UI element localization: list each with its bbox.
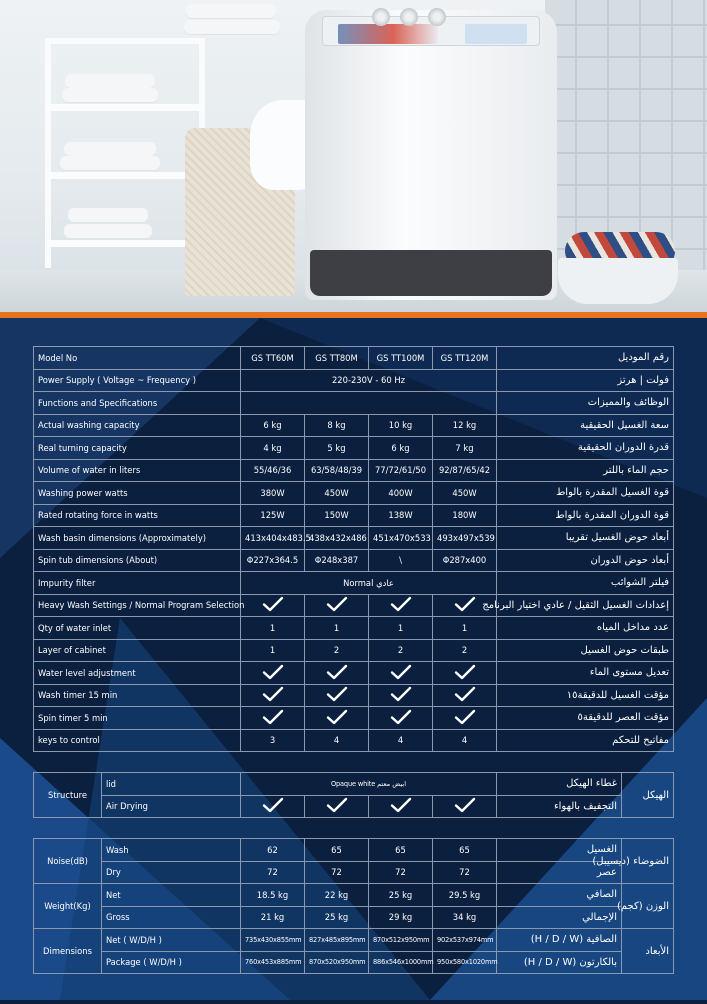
row-label-ar: الإجمالي bbox=[497, 906, 622, 929]
check-icon bbox=[454, 664, 476, 680]
value-cell: 6 kg bbox=[241, 414, 305, 437]
measure-row bbox=[34, 906, 674, 929]
value-cell: 5 kg bbox=[305, 437, 369, 460]
towel bbox=[186, 4, 276, 18]
check-icon bbox=[326, 709, 348, 725]
value-cell: 150W bbox=[305, 504, 369, 527]
shelf-board bbox=[45, 240, 205, 247]
structure-table bbox=[33, 772, 674, 818]
knob-icon bbox=[428, 8, 446, 26]
laundry-bowl bbox=[558, 258, 678, 304]
row-label-ar: مؤقت الغسيل للدقيقة١٥ bbox=[497, 684, 674, 707]
value-cell: 63/58/48/39 bbox=[305, 459, 369, 482]
row-label-ar: التجفيف بالهواء bbox=[497, 795, 622, 818]
value-cell: 4 kg bbox=[241, 437, 305, 460]
value-cell: 413x404x483.5 bbox=[241, 527, 305, 550]
check-cell bbox=[241, 707, 305, 730]
value-cell: 8 kg bbox=[305, 414, 369, 437]
row-label-ar: بالكارتون (H / D / W) bbox=[497, 951, 622, 974]
value-cell: 2 bbox=[433, 639, 497, 662]
row-label-en: Net bbox=[102, 884, 241, 907]
value-cell: 1 bbox=[369, 617, 433, 640]
value-cell: 450W bbox=[305, 482, 369, 505]
check-cell bbox=[369, 594, 433, 617]
row-label-en: Volume of water in liters bbox=[34, 459, 241, 482]
value-cell: 450W bbox=[433, 482, 497, 505]
check-cell bbox=[305, 707, 369, 730]
value-cell: 380W bbox=[241, 482, 305, 505]
product-photo bbox=[0, 0, 707, 312]
value-cell: 65 bbox=[433, 839, 497, 862]
row-label-ar: عصر bbox=[497, 861, 622, 884]
row-label-ar: إعدادات الغسيل الثقيل / عادي اختيار البرنامج bbox=[497, 594, 674, 617]
value-cell: 2 bbox=[305, 639, 369, 662]
check-cell bbox=[369, 707, 433, 730]
row-label-en: Rated rotating force in watts bbox=[34, 504, 241, 527]
value-span-cell: 220-230V - 60 Hz bbox=[241, 369, 497, 392]
row-label-en: Gross bbox=[102, 906, 241, 929]
group-label-ar: الأبعاد bbox=[622, 929, 674, 974]
row-label-en: Package ( W/D/H ) bbox=[102, 951, 241, 974]
value-cell: Φ248x387 bbox=[305, 549, 369, 572]
row-label-en: Functions and Specifications bbox=[34, 392, 241, 415]
knob-icon bbox=[372, 8, 390, 26]
row-label-ar: الغسيل bbox=[497, 839, 622, 862]
spec-row bbox=[34, 347, 674, 370]
group-label-ar: الضوضاء (ديسيبل) bbox=[622, 839, 674, 884]
row-label-en: Wash timer 15 min bbox=[34, 684, 241, 707]
check-icon bbox=[326, 596, 348, 612]
spec-row bbox=[34, 369, 674, 392]
knob-icon bbox=[400, 8, 418, 26]
check-cell bbox=[369, 684, 433, 707]
spec-table bbox=[33, 346, 674, 752]
value-cell: 29 kg bbox=[369, 906, 433, 929]
value-cell: 870x512x950mm bbox=[369, 929, 433, 952]
row-label-en: Net ( W/D/H ) bbox=[102, 929, 241, 952]
measure-row bbox=[34, 839, 674, 862]
spec-row bbox=[34, 662, 674, 685]
check-icon bbox=[262, 664, 284, 680]
value-cell: 6 kg bbox=[369, 437, 433, 460]
group-label-en: Weight(Kg) bbox=[34, 884, 102, 929]
check-icon bbox=[390, 664, 412, 680]
row-label-en: Wash bbox=[102, 839, 241, 862]
row-label-ar: فولت | هرتز bbox=[497, 369, 674, 392]
check-icon bbox=[454, 709, 476, 725]
check-icon bbox=[262, 709, 284, 725]
check-cell bbox=[433, 684, 497, 707]
row-label-ar: أبعاد حوض الغسيل تقريبا bbox=[497, 527, 674, 550]
value-cell: 827x485x895mm bbox=[305, 929, 369, 952]
row-label-en: lid bbox=[102, 773, 241, 796]
value-cell: 886x546x1000mm bbox=[369, 951, 433, 974]
value-cell: 4 bbox=[369, 729, 433, 752]
row-label-ar: غطاء الهيكل bbox=[497, 773, 622, 796]
group-label-en: Dimensions bbox=[34, 929, 102, 974]
spec-row bbox=[34, 392, 674, 415]
value-cell: 25 kg bbox=[369, 884, 433, 907]
value-cell: 72 bbox=[369, 861, 433, 884]
value-cell: 55/46/36 bbox=[241, 459, 305, 482]
check-icon bbox=[390, 596, 412, 612]
value-cell: GS TT60M bbox=[241, 347, 305, 370]
value-cell: 29.5 kg bbox=[433, 884, 497, 907]
row-label-en: Real turning capacity bbox=[34, 437, 241, 460]
measure-row bbox=[34, 929, 674, 952]
value-cell: 77/72/61/50 bbox=[369, 459, 433, 482]
value-cell: 950x580x1020mm bbox=[433, 951, 497, 974]
spec-row bbox=[34, 504, 674, 527]
spec-row bbox=[34, 437, 674, 460]
value-cell: 18.5 kg bbox=[241, 884, 305, 907]
spec-row bbox=[34, 684, 674, 707]
spec-row bbox=[34, 639, 674, 662]
value-cell: 3 bbox=[241, 729, 305, 752]
value-cell: 22 kg bbox=[305, 884, 369, 907]
value-cell: 870x520x950mm bbox=[305, 951, 369, 974]
value-cell: Φ227x364.5 bbox=[241, 549, 305, 572]
check-icon bbox=[454, 686, 476, 702]
structure-group-label-ar: الهيكل bbox=[622, 773, 674, 818]
row-label-ar: الصافي bbox=[497, 884, 622, 907]
spec-row bbox=[34, 572, 674, 595]
value-cell: 902x537x974mm bbox=[433, 929, 497, 952]
measure-row bbox=[34, 884, 674, 907]
measurements-table bbox=[33, 838, 674, 974]
towel bbox=[60, 156, 160, 170]
value-cell: 4 bbox=[433, 729, 497, 752]
value-cell: GS TT100M bbox=[369, 347, 433, 370]
check-icon bbox=[390, 797, 412, 813]
value-cell: 438x432x486 bbox=[305, 527, 369, 550]
value-cell: 2 bbox=[369, 639, 433, 662]
row-label-en: Qty of water inlet bbox=[34, 617, 241, 640]
value-cell: 65 bbox=[305, 839, 369, 862]
row-label-ar: عدد مداخل المياه bbox=[497, 617, 674, 640]
spec-row bbox=[34, 617, 674, 640]
structure-row-air-drying bbox=[34, 795, 674, 818]
check-icon bbox=[390, 709, 412, 725]
value-cell: 10 kg bbox=[369, 414, 433, 437]
row-label-en: Spin timer 5 min bbox=[34, 707, 241, 730]
value-cell: 735x430x855mm bbox=[241, 929, 305, 952]
row-label-ar: رقم الموديل bbox=[497, 347, 674, 370]
check-icon bbox=[326, 664, 348, 680]
towel bbox=[65, 74, 155, 88]
check-icon bbox=[454, 797, 476, 813]
check-cell bbox=[305, 662, 369, 685]
spec-row bbox=[34, 707, 674, 730]
value-cell: Φ287x400 bbox=[433, 549, 497, 572]
check-cell bbox=[241, 795, 305, 818]
washer-base bbox=[310, 250, 552, 296]
washer-lid-right bbox=[465, 24, 527, 44]
value-cell: 92/87/65/42 bbox=[433, 459, 497, 482]
row-label-en: Wash basin dimensions (Approximately) bbox=[34, 527, 241, 550]
check-icon bbox=[326, 686, 348, 702]
row-label-en: Air Drying bbox=[102, 795, 241, 818]
group-label-en: Noise(dB) bbox=[34, 839, 102, 884]
row-label-ar: قوة الغسيل المقدرة بالواط bbox=[497, 482, 674, 505]
row-label-en: keys to control bbox=[34, 729, 241, 752]
check-cell bbox=[305, 594, 369, 617]
check-icon bbox=[454, 596, 476, 612]
row-label-ar: فيلتر الشوائب bbox=[497, 572, 674, 595]
row-label-ar: مؤقت العصر للدقيقة٥ bbox=[497, 707, 674, 730]
row-label-ar: تعديل مستوى الماء bbox=[497, 662, 674, 685]
value-cell: 72 bbox=[305, 861, 369, 884]
row-label-en: Impurity filter bbox=[34, 572, 241, 595]
row-label-ar: أبعاد حوض الدوران bbox=[497, 549, 674, 572]
value-cell: 72 bbox=[433, 861, 497, 884]
row-label-en: Washing power watts bbox=[34, 482, 241, 505]
value-cell: 1 bbox=[241, 639, 305, 662]
measure-row bbox=[34, 861, 674, 884]
value-cell: 125W bbox=[241, 504, 305, 527]
check-cell bbox=[433, 662, 497, 685]
measure-row bbox=[34, 951, 674, 974]
spec-row bbox=[34, 549, 674, 572]
towel bbox=[184, 20, 280, 34]
value-cell: 451x470x533 bbox=[369, 527, 433, 550]
spec-row bbox=[34, 482, 674, 505]
check-cell bbox=[241, 662, 305, 685]
value-cell: 1 bbox=[241, 617, 305, 640]
row-label-en: Spin tub dimensions (About) bbox=[34, 549, 241, 572]
check-icon bbox=[262, 797, 284, 813]
value-span-cell: Normal عادي bbox=[241, 572, 497, 595]
value-cell: 493x497x539 bbox=[433, 527, 497, 550]
value-cell: 12 kg bbox=[433, 414, 497, 437]
check-icon bbox=[262, 596, 284, 612]
value-cell: GS TT80M bbox=[305, 347, 369, 370]
row-label-ar: مفاتيح للتحكم bbox=[497, 729, 674, 752]
washer-lid-left bbox=[338, 24, 438, 44]
check-cell bbox=[433, 795, 497, 818]
row-label-ar: سعة الغسيل الحقيقية bbox=[497, 414, 674, 437]
spec-row bbox=[34, 729, 674, 752]
value-cell: 4 bbox=[305, 729, 369, 752]
towel bbox=[64, 224, 152, 238]
row-label-en: Heavy Wash Settings / Normal Program Selection bbox=[34, 594, 241, 617]
towel bbox=[68, 208, 148, 222]
row-label-en: Actual washing capacity bbox=[34, 414, 241, 437]
value-cell: GS TT120M bbox=[433, 347, 497, 370]
value-cell: 34 kg bbox=[433, 906, 497, 929]
shelf-board bbox=[45, 172, 205, 179]
value-cell: 25 kg bbox=[305, 906, 369, 929]
lid-value: Opaque white ابيض معتم bbox=[241, 773, 497, 796]
spec-row bbox=[34, 594, 674, 617]
check-cell bbox=[369, 795, 433, 818]
row-label-ar: الوظائف والمميزات bbox=[497, 392, 674, 415]
structure-group-label: Structure bbox=[34, 773, 102, 818]
check-icon bbox=[326, 797, 348, 813]
row-label-en: Water level adjustment bbox=[34, 662, 241, 685]
check-cell bbox=[241, 594, 305, 617]
value-cell: 62 bbox=[241, 839, 305, 862]
check-cell bbox=[369, 662, 433, 685]
spec-row bbox=[34, 414, 674, 437]
check-cell bbox=[305, 795, 369, 818]
spec-row bbox=[34, 459, 674, 482]
value-cell: 760x453x885mm bbox=[241, 951, 305, 974]
value-cell: 138W bbox=[369, 504, 433, 527]
value-cell: 400W bbox=[369, 482, 433, 505]
row-label-ar: الصافية (H / D / W) bbox=[497, 929, 622, 952]
row-label-en: Dry bbox=[102, 861, 241, 884]
row-label-en: Power Supply ( Voltage ~ Frequency ) bbox=[34, 369, 241, 392]
spec-row bbox=[34, 527, 674, 550]
row-label-ar: حجم الماء باللتر bbox=[497, 459, 674, 482]
value-cell: 1 bbox=[433, 617, 497, 640]
row-label-en: Layer of cabinet bbox=[34, 639, 241, 662]
section-cell bbox=[241, 392, 497, 415]
value-cell: 65 bbox=[369, 839, 433, 862]
row-label-en: Model No bbox=[34, 347, 241, 370]
group-label-ar: الوزن (كجم) bbox=[622, 884, 674, 929]
value-cell: 21 kg bbox=[241, 906, 305, 929]
value-cell: 1 bbox=[305, 617, 369, 640]
value-cell: 7 kg bbox=[433, 437, 497, 460]
structure-row-lid bbox=[34, 773, 674, 796]
row-label-ar: طبقات حوض الغسيل bbox=[497, 639, 674, 662]
value-cell: 180W bbox=[433, 504, 497, 527]
towel bbox=[62, 88, 158, 102]
value-cell: 72 bbox=[241, 861, 305, 884]
row-label-ar: قدرة الدوران الحقيقية bbox=[497, 437, 674, 460]
shelf-board bbox=[45, 104, 205, 111]
check-icon bbox=[262, 686, 284, 702]
towel bbox=[64, 142, 156, 156]
check-cell bbox=[305, 684, 369, 707]
row-label-ar: قوة الدوران المقدرة بالواط bbox=[497, 504, 674, 527]
check-icon bbox=[390, 686, 412, 702]
value-cell: \ bbox=[369, 549, 433, 572]
check-cell bbox=[241, 684, 305, 707]
check-cell bbox=[433, 707, 497, 730]
